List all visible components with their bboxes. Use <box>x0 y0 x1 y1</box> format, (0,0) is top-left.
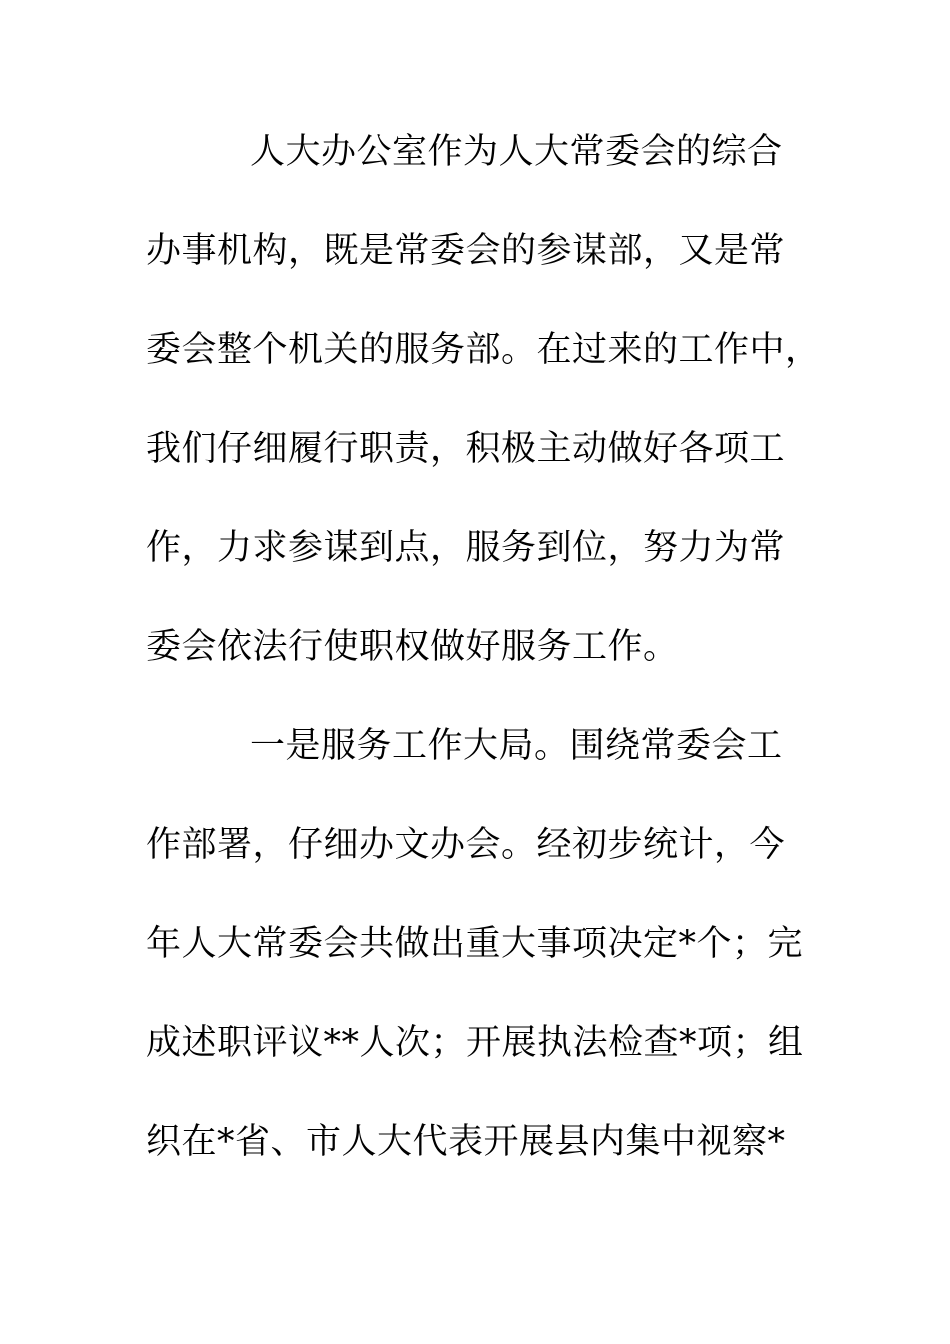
text-line: 织在*省、市人大代表开展县内集中视察* <box>146 1122 786 1162</box>
text-line: 一是服务工作大局。围绕常委会工 <box>250 726 783 766</box>
text-line: 人大办公室作为人大常委会的综合 <box>250 132 783 172</box>
text-line: 成述职评议**人次；开展执法检查*项；组 <box>146 1023 804 1063</box>
document-body <box>146 122 821 1211</box>
paragraph-intro <box>146 122 821 716</box>
text-line: 办事机构，既是常委会的参谋部，又是常 <box>146 231 786 271</box>
text-line: 我们仔细履行职责，积极主动做好各项工 <box>146 429 786 469</box>
text-line: 作部署，仔细办文办会。经初步统计，今 <box>146 825 786 865</box>
text-line: 委会整个机关的服务部。在过来的工作中， <box>146 330 821 370</box>
text-line: 作，力求参谋到点，服务到位，努力为常 <box>146 528 786 568</box>
text-line: 委会依法行使职权做好服务工作。 <box>146 627 679 667</box>
text-line: 年人大常委会共做出重大事项决定*个；完 <box>146 924 804 964</box>
paragraph-point-one <box>146 716 806 1211</box>
